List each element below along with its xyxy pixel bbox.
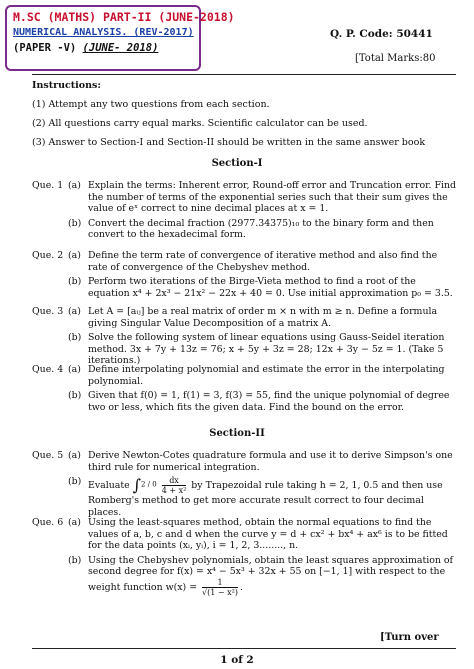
question-number: Que. 2: [32, 250, 64, 261]
fraction: $\frac{dx}{\text{4 + x²}}$: [161, 476, 187, 496]
question-number: Que. 5: [32, 450, 64, 461]
question-2: Que. 2 (a) Define the term rate of convergence of iterative method and also find the rate of convergence of the Chebyshev method. (b) Perform two iterations of the Birge-Vieta method to find a root of the equation x⁴ + 2x³ − 21x² − 22x + 40 = 0. Use initial approximation p₀ = 3.5.: [32, 250, 462, 299]
instruction-item: (2) All questions carry equal marks. Scientific calculator can be used.: [32, 118, 368, 129]
question-number: Que. 6: [32, 517, 64, 528]
instruction-item: (1) Attempt any two questions from each section.: [32, 99, 270, 110]
question-text: Using the least-squares method, obtain the normal equations to find the values of a, b, c and d when the curve y = d + cx² + bx⁴ + ax⁶ is to be fitted for the data points (xᵢ, yᵢ), i = 1, 2, 3........, n.: [88, 517, 448, 552]
instructions-title: Instructions:: [32, 80, 101, 91]
question-number: Que. 1: [32, 180, 64, 191]
question-text: Convert the decimal fraction (2977.34375)₁₀ to the binary form and then convert to the hexadecimal form.: [88, 217, 434, 241]
section-title: Section-II: [209, 428, 265, 439]
question-6: Que. 6 (a) Using the least-squares method, obtain the normal equations to find the values of a, b, c and d when the curve y = d + cx² + bx⁴ + ax⁶ is to be fitted for the data points (xᵢ, yᵢ), i = 1, 2, 3........, n. (b) Using the Chebyshev polynomials, obtain the least squares approximation of second degree for f(x) = x⁴ − 5x³ + 32x + 55 on [−1, 1] with respect to the weight function w(x) = $\frac{1}{\text{√(1 − x²)}}$ .: [32, 517, 462, 597]
turn-over-note: [Turn over: [380, 632, 439, 643]
total-marks: [Total Marks:80: [355, 53, 436, 64]
section-title: Section-I: [211, 158, 263, 169]
qp-code: Q. P. Code: 50441: [330, 28, 433, 40]
exam-paper: (PAPER -V) (JUNE- 2018): [13, 42, 159, 54]
header-divider: [32, 74, 456, 75]
question-text: Perform two iterations of the Birge-Vieta method to find a root of the equation x⁴ + 2x³ − 21x² − 22x + 40 = 0. Use initial approximation p₀ = 3.5.: [88, 276, 453, 299]
integral-symbol: ∫: [132, 475, 141, 495]
instructions: [32, 80, 456, 156]
footer-divider: [32, 648, 456, 649]
exam-subject: NUMERICAL ANALYSIS. (REV-2017): [13, 27, 194, 38]
question-number: Que. 4: [32, 364, 64, 375]
question-3: Que. 3 (a) Let A = [aᵢⱼ] be a real matrix of order m × n with m ≥ n. Define a formula giving Singular Value Decomposition of a matrix A. (b) Solve the following system of linear equations using Gauss-Seidel iteration method. 3x + 7y + 13z = 76; x + 5y + 3z = 28; 12x + 3y − 5z = 1. (Take 5 iterations.): [32, 306, 462, 367]
question-text: Define the term rate of convergence of iterative method and also find the rate of convergence of the Chebyshev method.: [88, 250, 438, 273]
question-4: Que. 4 (a) Define interpolating polynomial and estimate the error in the interpolating polynomial. (b) Given that f(0) = 1, f(1) = 3, f(3) = 55, find the unique polynomial of degree two or less, which fits the given data. Find the bound on the error.: [32, 364, 462, 413]
question-number: Que. 3: [32, 306, 64, 317]
question-text: Derive Newton-Cotes quadrature formula and use it to derive Simpson's one third rule for numerical integration.: [88, 450, 453, 473]
question-text: Given that f(0) = 1, f(1) = 3, f(3) = 55, find the unique polynomial of degree two or less, which fits the given data. Find the bound on the error.: [88, 390, 450, 413]
question-text: Using the Chebyshev polynomials, obtain the least squares approximation of second degree for f(x) = x⁴ − 5x³ + 32x + 55 on [−1, 1] with respect to the weight function w(x) = $\frac{1}{\text{√(1 − x²)}}$ .: [88, 554, 453, 597]
instruction-item: (3) Answer to Section-I and Section-II should be written in the same answer book: [32, 137, 426, 148]
question-1: Que. 1 (a) Explain the terms: Inherent error, Round-off error and Truncation error. Find the number of terms of the exponential series such that their sum gives the value of eˣ correct to nine decimal places at x = 1. (b) Convert the decimal fraction (2977.34375)₁₀ to the binary form and then convert to the hexadecimal form.: [32, 180, 457, 241]
exam-header-box: [5, 5, 235, 71]
question-5: Que. 5 (a) Derive Newton-Cotes quadrature formula and use it to derive Simpson's one third rule for numerical integration. (b) Evaluate ∫2 / 0 $\frac{dx}{\text{4 + x²}}$ by Trapezoidal rule taking h = 2, 1, 0.5 and then use Romberg's method to get more accurate result correct to four decimal places.: [32, 450, 462, 518]
fraction: $\frac{1}{\text{√(1 − x²)}}$: [202, 577, 238, 597]
question-text: Let A = [aᵢⱼ] be a real matrix of order m × n with m ≥ n. Define a formula giving Singular Value Decomposition of a matrix A.: [88, 306, 438, 329]
question-text: Solve the following system of linear equations using Gauss-Seidel iteration method. 3x + 7y + 13z = 76; x + 5y + 3z = 28; 12x + 3y − 5z = 1. (Take 5 iterations.): [88, 332, 445, 367]
exam-title: M.SC (MATHS) PART-II (JUNE-2018): [13, 10, 235, 24]
page-number: 1 of 2: [220, 654, 254, 666]
question-text: Explain the terms: Inherent error, Round-off error and Truncation error. Find the number of terms of the exponential series such that their sum gives the value of eˣ correct to nine decimal places at x = 1.: [88, 180, 457, 215]
question-text: Define interpolating polynomial and estimate the error in the interpolating polynomial.: [88, 364, 445, 387]
question-text: Evaluate ∫2 / 0 $\frac{dx}{\text{4 + x²}}$ by Trapezoidal rule taking h = 2, 1, 0.5 and then use Romberg's method to get more accurate result correct to four decimal places.: [88, 475, 443, 518]
